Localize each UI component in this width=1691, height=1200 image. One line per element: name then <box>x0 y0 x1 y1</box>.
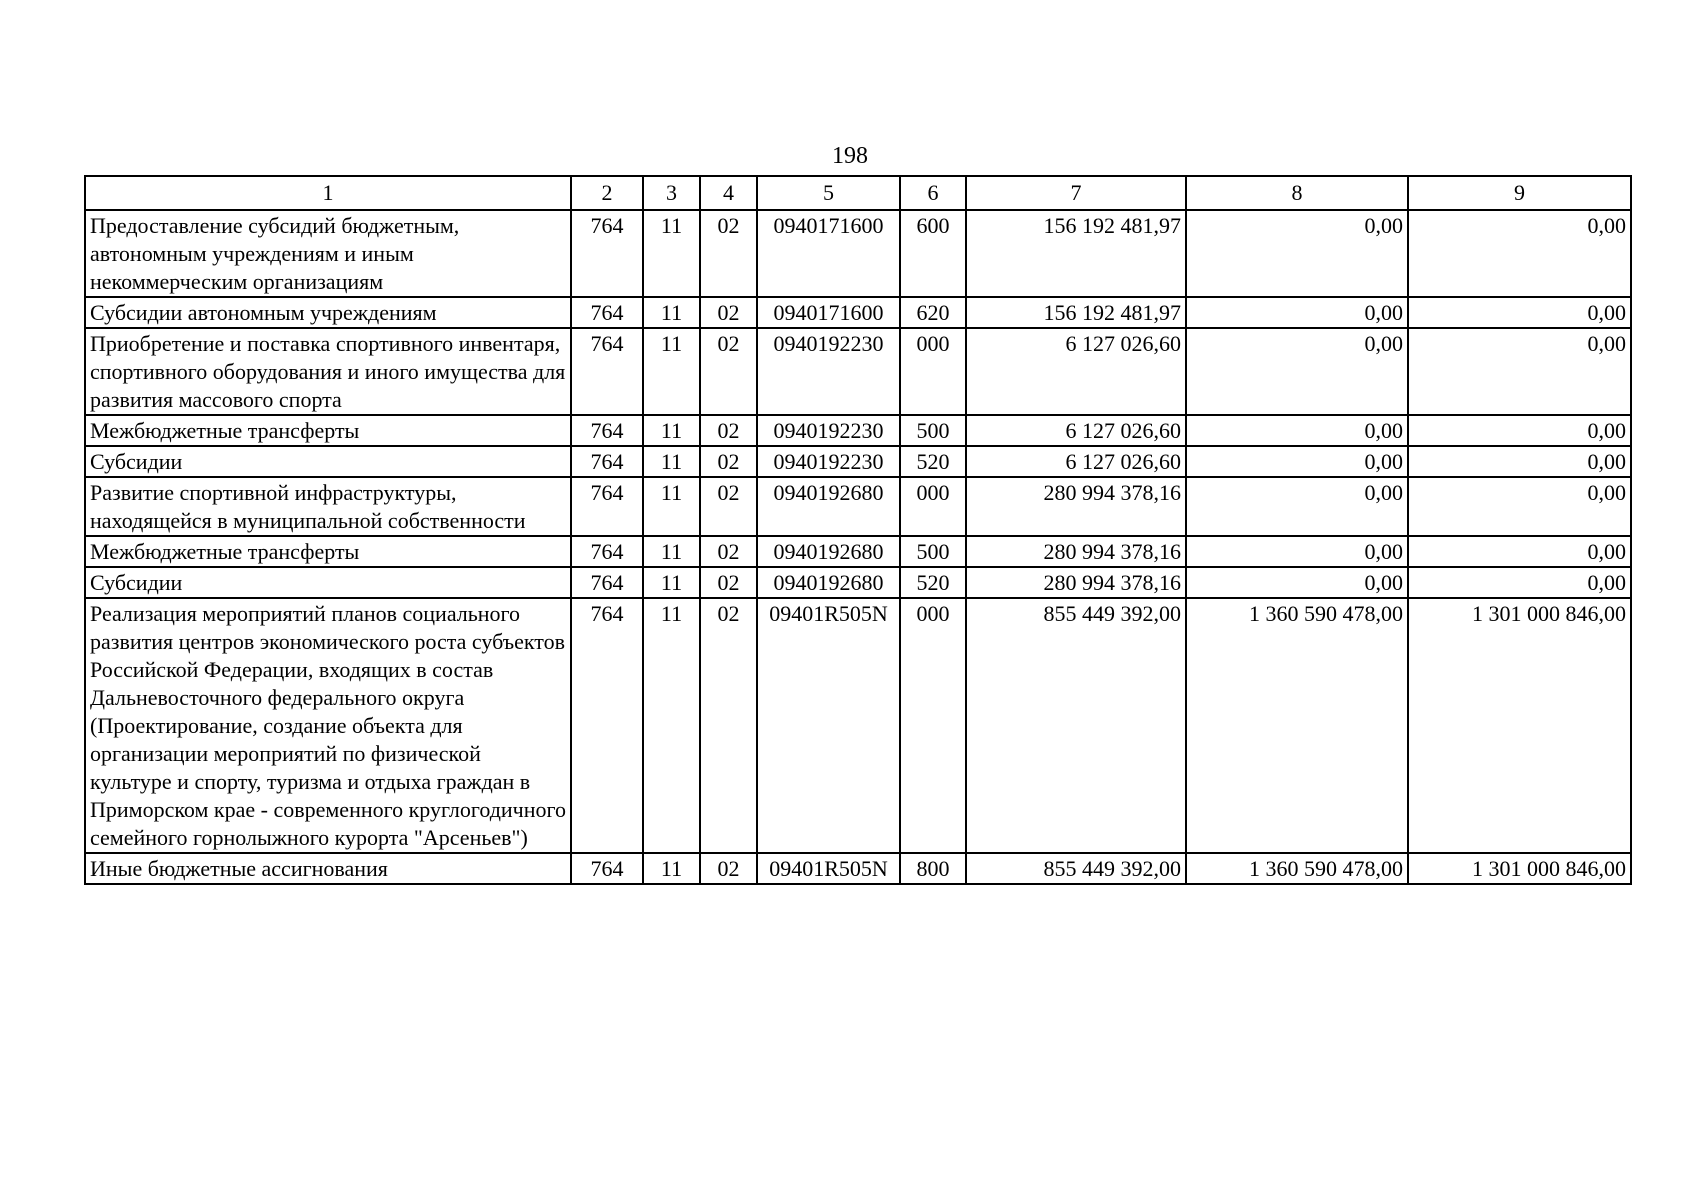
target-article-cell: 0940192230 <box>757 328 900 415</box>
row-name-cell: Иные бюджетные ассигнования <box>85 853 571 884</box>
amount-col8-cell: 0,00 <box>1186 477 1408 536</box>
table-row <box>85 415 1631 446</box>
budget-table <box>84 175 1632 885</box>
amount-col7-cell: 156 192 481,97 <box>966 297 1186 328</box>
ministry-code-cell: 764 <box>571 210 643 297</box>
amount-col9-cell: 0,00 <box>1408 415 1631 446</box>
amount-col9-cell: 0,00 <box>1408 328 1631 415</box>
amount-col8-cell: 0,00 <box>1186 415 1408 446</box>
expense-type-cell: 520 <box>900 446 966 477</box>
expense-type-cell: 500 <box>900 536 966 567</box>
amount-col8-cell: 0,00 <box>1186 210 1408 297</box>
section-code-cell: 11 <box>643 477 700 536</box>
target-article-cell: 0940192680 <box>757 567 900 598</box>
ministry-code-cell: 764 <box>571 536 643 567</box>
expense-type-cell: 600 <box>900 210 966 297</box>
column-header: 4 <box>700 176 757 210</box>
amount-col9-cell: 0,00 <box>1408 446 1631 477</box>
amount-col8-cell: 1 360 590 478,00 <box>1186 598 1408 853</box>
target-article-cell: 0940171600 <box>757 297 900 328</box>
ministry-code-cell: 764 <box>571 567 643 598</box>
column-header: 2 <box>571 176 643 210</box>
target-article-cell: 09401R505N <box>757 598 900 853</box>
ministry-code-cell: 764 <box>571 598 643 853</box>
table-row <box>85 446 1631 477</box>
expense-type-cell: 500 <box>900 415 966 446</box>
amount-col9-cell: 0,00 <box>1408 210 1631 297</box>
amount-col8-cell: 1 360 590 478,00 <box>1186 853 1408 884</box>
amount-col7-cell: 855 449 392,00 <box>966 598 1186 853</box>
amount-col7-cell: 6 127 026,60 <box>966 328 1186 415</box>
amount-col7-cell: 6 127 026,60 <box>966 446 1186 477</box>
amount-col8-cell: 0,00 <box>1186 297 1408 328</box>
table-row <box>85 853 1631 884</box>
subsection-code-cell: 02 <box>700 536 757 567</box>
table-row <box>85 297 1631 328</box>
column-header: 8 <box>1186 176 1408 210</box>
amount-col7-cell: 6 127 026,60 <box>966 415 1186 446</box>
expense-type-cell: 800 <box>900 853 966 884</box>
table-row <box>85 536 1631 567</box>
amount-col9-cell: 0,00 <box>1408 297 1631 328</box>
section-code-cell: 11 <box>643 297 700 328</box>
table-row <box>85 598 1631 853</box>
amount-col9-cell: 0,00 <box>1408 567 1631 598</box>
subsection-code-cell: 02 <box>700 477 757 536</box>
column-header: 7 <box>966 176 1186 210</box>
section-code-cell: 11 <box>643 536 700 567</box>
column-header: 6 <box>900 176 966 210</box>
row-name-cell: Субсидии <box>85 446 571 477</box>
section-code-cell: 11 <box>643 210 700 297</box>
ministry-code-cell: 764 <box>571 328 643 415</box>
page-number: 198 <box>832 143 868 169</box>
row-name-cell: Приобретение и поставка спортивного инвентаря, спортивного оборудования и иного имущества для развития массового спорта <box>85 328 571 415</box>
amount-col9-cell: 0,00 <box>1408 536 1631 567</box>
row-name-cell: Межбюджетные трансферты <box>85 415 571 446</box>
column-header: 9 <box>1408 176 1631 210</box>
column-header: 3 <box>643 176 700 210</box>
amount-col7-cell: 855 449 392,00 <box>966 853 1186 884</box>
table-row <box>85 567 1631 598</box>
target-article-cell: 0940192230 <box>757 446 900 477</box>
row-name-cell: Предоставление субсидий бюджетным, автономным учреждениям и иным некоммерческим организациям <box>85 210 571 297</box>
expense-type-cell: 000 <box>900 328 966 415</box>
section-code-cell: 11 <box>643 598 700 853</box>
subsection-code-cell: 02 <box>700 598 757 853</box>
table-row <box>85 328 1631 415</box>
expense-type-cell: 620 <box>900 297 966 328</box>
row-name-cell: Реализация мероприятий планов социального развития центров экономического роста субъектов Российской Федерации, входящих в состав Дальневосточного федерального округа (Проектирование, создание объекта для организации мероприятий по физической культуре и спорту, туризма и отдыха граждан в Приморском крае - современного круглогодичного семейного горнолыжного курорта "Арсеньев") <box>85 598 571 853</box>
section-code-cell: 11 <box>643 446 700 477</box>
ministry-code-cell: 764 <box>571 477 643 536</box>
amount-col8-cell: 0,00 <box>1186 567 1408 598</box>
row-name-cell: Межбюджетные трансферты <box>85 536 571 567</box>
section-code-cell: 11 <box>643 328 700 415</box>
row-name-cell: Субсидии <box>85 567 571 598</box>
table-row <box>85 477 1631 536</box>
amount-col8-cell: 0,00 <box>1186 328 1408 415</box>
ministry-code-cell: 764 <box>571 446 643 477</box>
ministry-code-cell: 764 <box>571 853 643 884</box>
subsection-code-cell: 02 <box>700 567 757 598</box>
amount-col8-cell: 0,00 <box>1186 446 1408 477</box>
amount-col7-cell: 156 192 481,97 <box>966 210 1186 297</box>
ministry-code-cell: 764 <box>571 415 643 446</box>
amount-col7-cell: 280 994 378,16 <box>966 536 1186 567</box>
row-name-cell: Субсидии автономным учреждениям <box>85 297 571 328</box>
amount-col9-cell: 1 301 000 846,00 <box>1408 853 1631 884</box>
section-code-cell: 11 <box>643 853 700 884</box>
column-header: 5 <box>757 176 900 210</box>
section-code-cell: 11 <box>643 415 700 446</box>
subsection-code-cell: 02 <box>700 297 757 328</box>
ministry-code-cell: 764 <box>571 297 643 328</box>
expense-type-cell: 000 <box>900 598 966 853</box>
subsection-code-cell: 02 <box>700 328 757 415</box>
target-article-cell: 0940192680 <box>757 477 900 536</box>
amount-col9-cell: 1 301 000 846,00 <box>1408 598 1631 853</box>
subsection-code-cell: 02 <box>700 446 757 477</box>
row-name-cell: Развитие спортивной инфраструктуры, находящейся в муниципальной собственности <box>85 477 571 536</box>
expense-type-cell: 000 <box>900 477 966 536</box>
amount-col8-cell: 0,00 <box>1186 536 1408 567</box>
target-article-cell: 0940171600 <box>757 210 900 297</box>
section-code-cell: 11 <box>643 567 700 598</box>
target-article-cell: 0940192680 <box>757 536 900 567</box>
subsection-code-cell: 02 <box>700 210 757 297</box>
amount-col9-cell: 0,00 <box>1408 477 1631 536</box>
header-row <box>85 176 1631 210</box>
expense-type-cell: 520 <box>900 567 966 598</box>
subsection-code-cell: 02 <box>700 415 757 446</box>
column-header: 1 <box>85 176 571 210</box>
amount-col7-cell: 280 994 378,16 <box>966 567 1186 598</box>
amount-col7-cell: 280 994 378,16 <box>966 477 1186 536</box>
subsection-code-cell: 02 <box>700 853 757 884</box>
table-row <box>85 210 1631 297</box>
target-article-cell: 0940192230 <box>757 415 900 446</box>
target-article-cell: 09401R505N <box>757 853 900 884</box>
